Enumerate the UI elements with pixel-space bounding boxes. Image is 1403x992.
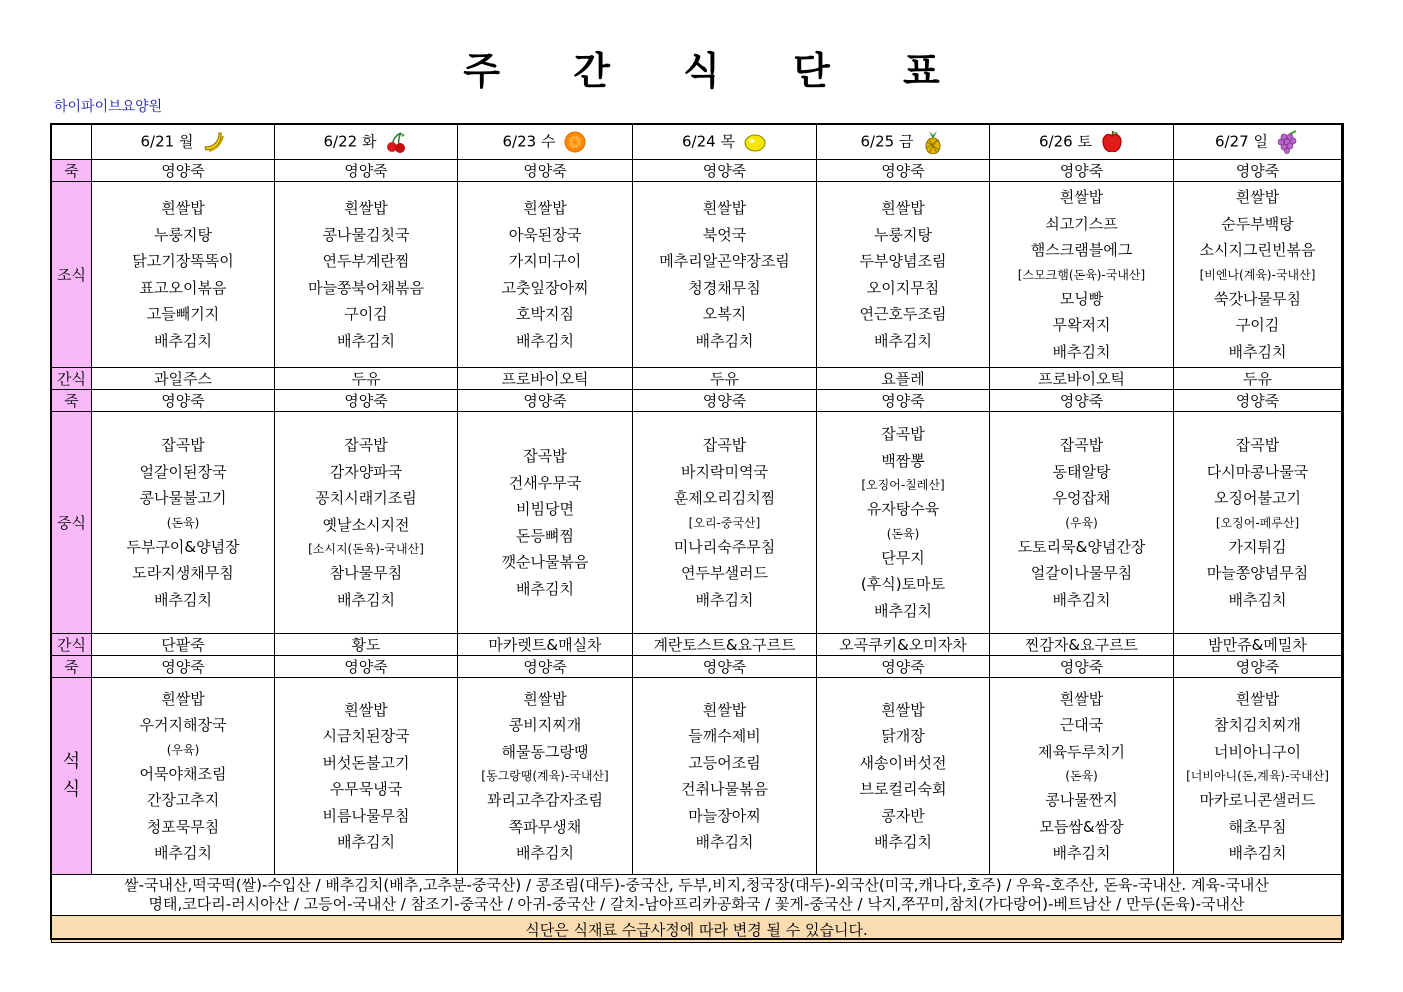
origin-row — [52, 875, 1342, 916]
menu-item: 잡곡밥 — [1059, 436, 1104, 454]
menu-item: 고등어조림 — [688, 753, 761, 772]
notice-row — [52, 916, 1342, 943]
porridge-cell: 영양죽 — [275, 390, 458, 412]
dinner-cell — [1174, 678, 1342, 875]
row-label-porridge: 죽 — [52, 160, 92, 182]
menu-item: 우무묵냉국 — [329, 780, 403, 798]
dinner-cell — [633, 678, 817, 875]
day-header — [633, 125, 817, 160]
menu-item: 마카로니콘샐러드 — [1199, 791, 1316, 809]
menu-item: 연두부계란찜 — [322, 252, 410, 270]
banana-icon — [201, 130, 225, 154]
menu-item: 순두부백탕 — [1221, 214, 1294, 233]
menu-item: 배추김치 — [516, 579, 574, 598]
lunch-cell — [275, 412, 458, 634]
menu-item: 쇠고기스프 — [1045, 214, 1118, 233]
snack-cell: 마카렛트&매실차 — [458, 634, 633, 656]
menu-item: 바지락미역국 — [681, 462, 768, 481]
origin-info — [52, 875, 1342, 916]
breakfast-cell — [275, 182, 458, 368]
porridge-cell: 영양죽 — [633, 390, 817, 412]
menu-item: 배추김치 — [1052, 844, 1111, 862]
row-label-snack: 간식 — [52, 368, 92, 390]
menu-item: 흰쌀밥 — [523, 689, 567, 708]
porridge-cell: 영양죽 — [1174, 390, 1342, 412]
menu-item: 구이김 — [344, 305, 388, 323]
lunch-cell — [633, 412, 817, 634]
menu-item: 모닝빵 — [1059, 289, 1104, 308]
menu-item: 청포묵무침 — [146, 817, 220, 836]
menu-item: 콩자반 — [881, 806, 925, 825]
menu-item: 미나리숙주무침 — [673, 537, 776, 556]
day-label: 6/24 목 — [682, 132, 735, 151]
porridge-cell: 영양죽 — [92, 390, 275, 412]
apple-icon — [1100, 130, 1124, 154]
menu-item: 얼갈이나물무침 — [1030, 564, 1133, 582]
snack-cell: 밤만쥬&메밀차 — [1174, 634, 1342, 656]
porridge-cell: 영양죽 — [990, 656, 1174, 678]
menu-item: 흰쌀밥 — [702, 199, 747, 217]
menu-item: 흰쌀밥 — [1059, 689, 1104, 708]
menu-item: 잡곡밥 — [344, 436, 388, 454]
day-header — [990, 125, 1174, 160]
porridge-cell: 영양죽 — [458, 160, 633, 182]
row-label-dinner — [52, 678, 92, 875]
menu-item: 유자탕수육 — [866, 500, 940, 518]
menu-item: 배추김치 — [1052, 342, 1111, 361]
menu-item: 꽈리고추감자조림 — [487, 791, 603, 809]
snack-cell: 황도 — [275, 634, 458, 656]
lunch-cell — [817, 412, 990, 634]
menu-item: 가지튀김 — [1228, 537, 1287, 556]
menu-item: 배추김치 — [154, 844, 212, 862]
menu-item: 배추김치 — [1052, 590, 1111, 609]
snack-row-afternoon — [52, 634, 1342, 656]
day-header — [817, 125, 990, 160]
menu-item: 콩나물김칫국 — [322, 225, 410, 244]
menu-item: 흰쌀밥 — [161, 199, 205, 217]
breakfast-cell — [817, 182, 990, 368]
menu-item: 브로컬리숙회 — [859, 780, 947, 798]
menu-item: 소시지그린빈볶음 — [1199, 241, 1316, 259]
porridge-cell: 영양죽 — [1174, 656, 1342, 678]
notice-text: 식단은 식재료 수급사정에 따라 변경 될 수 있습니다. — [52, 916, 1342, 943]
menu-item: 마늘쫑양념무침 — [1206, 564, 1309, 582]
origin-line-2: 명태,코다리-러시아산 / 고등어-국내산 / 참조기-중국산 / 아귀-중국산 / 갈치-남아프리카공화국 / 꽃게-중국산 / 낙지,쭈꾸미,참치(가다랑어)-베트남산 / 만두(돈육)-국내산 — [148, 895, 1245, 913]
day-header — [275, 125, 458, 160]
menu-item: 연근호두조림 — [859, 305, 947, 323]
porridge-cell: 영양죽 — [817, 160, 990, 182]
menu-item: 콩비지찌개 — [508, 716, 582, 734]
day-header-row — [52, 125, 1342, 160]
menu-item: (돈육) — [166, 515, 200, 530]
menu-item: [오징어-페루산] — [1215, 515, 1300, 530]
menu-item: 배추김치 — [337, 331, 395, 350]
menu-item: 콩나물불고기 — [139, 489, 227, 507]
day-label: 6/25 금 — [860, 132, 914, 151]
menu-item: 새송이버섯전 — [859, 753, 947, 772]
menu-item: 배추김치 — [695, 590, 754, 609]
menu-item: [비엔나(계육)-국내산] — [1199, 267, 1316, 282]
menu-item: 흰쌀밥 — [881, 199, 925, 217]
menu-item: 오이지무침 — [866, 278, 940, 297]
menu-item: 흰쌀밥 — [344, 700, 388, 719]
breakfast-cell — [92, 182, 275, 368]
menu-item: 햄스크램블에그 — [1030, 241, 1133, 259]
menu-item: 간장고추지 — [146, 791, 220, 809]
menu-item: 두부구이&양념장 — [126, 537, 240, 556]
menu-item: 단무지 — [881, 548, 925, 567]
porridge-cell: 영양죽 — [1174, 160, 1342, 182]
menu-item: 배추김치 — [337, 590, 395, 609]
dinner-cell — [990, 678, 1174, 875]
menu-item: (돈육) — [1065, 769, 1098, 783]
dinner-cell — [458, 678, 633, 875]
menu-item: 훈제오리김치찜 — [673, 489, 776, 507]
menu-item: 들깨수제비 — [688, 727, 761, 745]
menu-item: 배추김치 — [874, 601, 932, 620]
menu-item: 아욱된장국 — [508, 225, 582, 244]
snack-cell: 단팥죽 — [92, 634, 275, 656]
menu-item: 시금치된장국 — [322, 727, 410, 745]
snack-cell: 과일주스 — [92, 368, 275, 390]
menu-item: 콩나물짠지 — [1045, 791, 1118, 809]
menu-item: 흰쌀밥 — [1059, 188, 1104, 206]
snack-cell: 프로바이오틱 — [458, 368, 633, 390]
menu-item: [동그랑땡(계육)-국내산] — [481, 769, 609, 783]
menu-item: (돈육) — [886, 526, 920, 541]
row-label-porridge: 죽 — [52, 390, 92, 412]
menu-item: 흰쌀밥 — [881, 700, 925, 719]
menu-item: 배추김치 — [154, 331, 212, 350]
snack-row-morning — [52, 368, 1342, 390]
day-label: 6/23 수 — [502, 132, 556, 151]
porridge-cell: 영양죽 — [275, 656, 458, 678]
menu-item: 너비아니구이 — [1214, 742, 1301, 761]
menu-item: 배추김치 — [695, 833, 754, 851]
menu-item: 배추김치 — [874, 331, 932, 350]
porridge-cell: 영양죽 — [458, 390, 633, 412]
porridge-cell: 영양죽 — [817, 390, 990, 412]
menu-item: 쑥갓나물무침 — [1214, 289, 1301, 308]
day-header — [92, 125, 275, 160]
porridge-cell: 영양죽 — [92, 656, 275, 678]
menu-item: 흰쌀밥 — [1235, 689, 1280, 708]
menu-item: 버섯돈불고기 — [322, 753, 410, 772]
snack-cell: 프로바이오틱 — [990, 368, 1174, 390]
menu-item: 도라지생채무침 — [132, 564, 234, 582]
day-label: 6/22 화 — [323, 132, 377, 151]
porridge-cell: 영양죽 — [633, 160, 817, 182]
dinner-row — [52, 678, 1342, 875]
menu-item: 다시마콩나물국 — [1206, 462, 1309, 481]
menu-item: 해물동그랑땡 — [501, 742, 589, 761]
snack-cell: 두유 — [633, 368, 817, 390]
menu-item: 흰쌀밥 — [1235, 188, 1280, 206]
pineapple-icon — [921, 130, 945, 154]
menu-item: 비빔당면 — [516, 500, 574, 518]
menu-item: 동태알탕 — [1052, 462, 1111, 481]
menu-item: 메추리알곤약장조림 — [659, 252, 790, 270]
menu-item: 얼갈이된장국 — [139, 462, 227, 481]
menu-item: 가지미구이 — [508, 252, 582, 270]
row-label-porridge: 죽 — [52, 656, 92, 678]
menu-item: 참나물무침 — [329, 564, 403, 582]
breakfast-cell — [1174, 182, 1342, 368]
dinner-cell — [275, 678, 458, 875]
menu-item: 참치김치찌개 — [1214, 716, 1301, 734]
corner-cell — [52, 125, 92, 160]
breakfast-cell — [990, 182, 1174, 368]
porridge-row-morning — [52, 160, 1342, 182]
menu-item: 도토리묵&양념간장 — [1017, 537, 1146, 556]
day-label: 6/21 월 — [140, 132, 194, 151]
menu-item: 흰쌀밥 — [702, 700, 747, 719]
menu-item: 잡곡밥 — [702, 436, 747, 454]
menu-item: 해초무침 — [1228, 817, 1287, 836]
menu-item: [오리-중국산] — [688, 515, 761, 530]
grape-icon — [1276, 130, 1300, 154]
menu-item: 고춧잎장아찌 — [501, 278, 589, 297]
menu-item: (우육) — [1065, 515, 1098, 530]
orange-icon — [563, 130, 587, 154]
menu-item: 오복지 — [702, 305, 747, 323]
lunch-cell — [1174, 412, 1342, 634]
menu-item: 잡곡밥 — [1235, 436, 1280, 454]
menu-item: 제육두루치기 — [1038, 742, 1125, 761]
dinner-label-bottom: 식 — [62, 779, 81, 800]
facility-name: 하이파이브요양원 — [54, 99, 163, 115]
menu-item: 근대국 — [1059, 716, 1104, 734]
menu-item: 누룽지탕 — [154, 225, 212, 244]
menu-item: 비름나물무침 — [322, 806, 410, 825]
menu-item: 호박지짐 — [516, 305, 574, 323]
menu-item: [소시지(돈육)-국내산] — [308, 542, 424, 556]
dinner-cell — [817, 678, 990, 875]
menu-item: 배추김치 — [695, 331, 754, 350]
snack-cell: 오곡쿠키&오미자차 — [817, 634, 990, 656]
porridge-cell: 영양죽 — [633, 656, 817, 678]
menu-item: 어묵야채조림 — [139, 764, 227, 783]
porridge-cell: 영양죽 — [458, 656, 633, 678]
row-label-snack: 간식 — [52, 634, 92, 656]
menu-item: [너비아니(돈,계육)-국내산] — [1186, 769, 1329, 783]
menu-item: 깻순나물볶음 — [501, 553, 589, 571]
menu-item: 건새우무국 — [508, 473, 582, 492]
menu-item: 흰쌀밥 — [523, 199, 567, 217]
menu-item: 잡곡밥 — [523, 447, 567, 465]
porridge-cell: 영양죽 — [990, 160, 1174, 182]
menu-item: 건취나물볶음 — [681, 780, 768, 798]
menu-item: 표고오이볶음 — [139, 278, 227, 297]
menu-item: 배추김치 — [874, 833, 932, 851]
menu-item: 잡곡밥 — [881, 425, 925, 443]
dinner-cell — [92, 678, 275, 875]
cherry-icon — [384, 130, 408, 154]
row-label-lunch: 중식 — [52, 412, 92, 634]
menu-item: [오징어-칠레산] — [861, 478, 945, 492]
menu-item: 닭고기장똑똑이 — [132, 252, 234, 270]
snack-cell: 계란토스트&요구르트 — [633, 634, 817, 656]
menu-item: 감자양파국 — [329, 462, 403, 481]
weekly-menu-table — [51, 124, 1342, 943]
snack-cell: 두유 — [275, 368, 458, 390]
menu-item: 배추김치 — [1228, 342, 1287, 361]
snack-cell: 요플레 — [817, 368, 990, 390]
dinner-label-top: 석 — [62, 751, 81, 772]
menu-item: [스모크햄(돈육)-국내산] — [1017, 267, 1146, 282]
porridge-row-evening — [52, 656, 1342, 678]
lemon-icon — [743, 130, 767, 154]
menu-item: 청경채무침 — [688, 278, 761, 297]
day-header — [1174, 125, 1342, 160]
menu-item: 누룽지탕 — [874, 225, 932, 244]
menu-item: 돈등뼈찜 — [516, 526, 574, 545]
menu-item: 잡곡밥 — [161, 436, 205, 454]
snack-cell: 두유 — [1174, 368, 1342, 390]
menu-item: 배추김치 — [1228, 844, 1287, 862]
menu-item: 백짬뽕 — [881, 451, 925, 470]
porridge-cell: 영양죽 — [817, 656, 990, 678]
menu-item: 고들빼기지 — [146, 305, 220, 323]
menu-item: 우거지해장국 — [139, 716, 227, 734]
breakfast-row — [52, 182, 1342, 368]
day-header — [458, 125, 633, 160]
breakfast-cell — [633, 182, 817, 368]
day-label: 6/27 일 — [1215, 132, 1268, 151]
porridge-cell: 영양죽 — [92, 160, 275, 182]
page-title: 주 간 식 단 표 — [463, 49, 970, 93]
lunch-row — [52, 412, 1342, 634]
menu-item: 구이김 — [1235, 316, 1280, 334]
porridge-cell: 영양죽 — [275, 160, 458, 182]
menu-item: 연두부샐러드 — [681, 564, 768, 582]
menu-item: (후식)토마토 — [860, 575, 946, 593]
menu-item: 배추김치 — [1228, 590, 1287, 609]
menu-item: 꽁치시래기조림 — [315, 489, 417, 507]
day-label: 6/26 토 — [1039, 132, 1092, 151]
lunch-cell — [92, 412, 275, 634]
menu-item: 마늘장아찌 — [688, 806, 761, 825]
menu-item: 흰쌀밥 — [344, 199, 388, 217]
menu-item: 마늘쫑북어채볶음 — [308, 278, 424, 297]
menu-item: 모듬쌈&쌈장 — [1039, 817, 1124, 836]
menu-item: 배추김치 — [337, 833, 395, 851]
menu-item: 옛날소시지전 — [322, 515, 410, 534]
origin-line-1: 쌀-국내산,떡국떡(쌀)-수입산 / 배추김치(배추,고추분-중국산) / 콩조림(대두)-중국산, 두부,비지,청국장(대두)-외국산(미국,캐나다,호주) / 우육-호주산, 돈육-국내산. 계육-국내산 — [124, 876, 1269, 894]
porridge-cell: 영양죽 — [990, 390, 1174, 412]
menu-item: 쪽파무생채 — [508, 817, 582, 836]
snack-cell: 찐감자&요구르트 — [990, 634, 1174, 656]
menu-item: 배추김치 — [154, 590, 212, 609]
menu-item: (우육) — [166, 742, 200, 757]
lunch-cell — [990, 412, 1174, 634]
row-label-breakfast: 조식 — [52, 182, 92, 368]
porridge-row-noon — [52, 390, 1342, 412]
menu-item: 닭개장 — [881, 727, 925, 745]
menu-item: 북엇국 — [702, 225, 747, 244]
menu-item: 무왁저지 — [1052, 316, 1111, 334]
menu-item: 배추김치 — [516, 331, 574, 350]
menu-item: 오징어불고기 — [1214, 489, 1301, 507]
menu-item: 배추김치 — [516, 844, 574, 862]
lunch-cell — [458, 412, 633, 634]
breakfast-cell — [458, 182, 633, 368]
menu-item: 두부양념조림 — [859, 252, 947, 270]
menu-item: 우엉잡채 — [1052, 489, 1111, 507]
menu-item: 흰쌀밥 — [161, 689, 205, 708]
